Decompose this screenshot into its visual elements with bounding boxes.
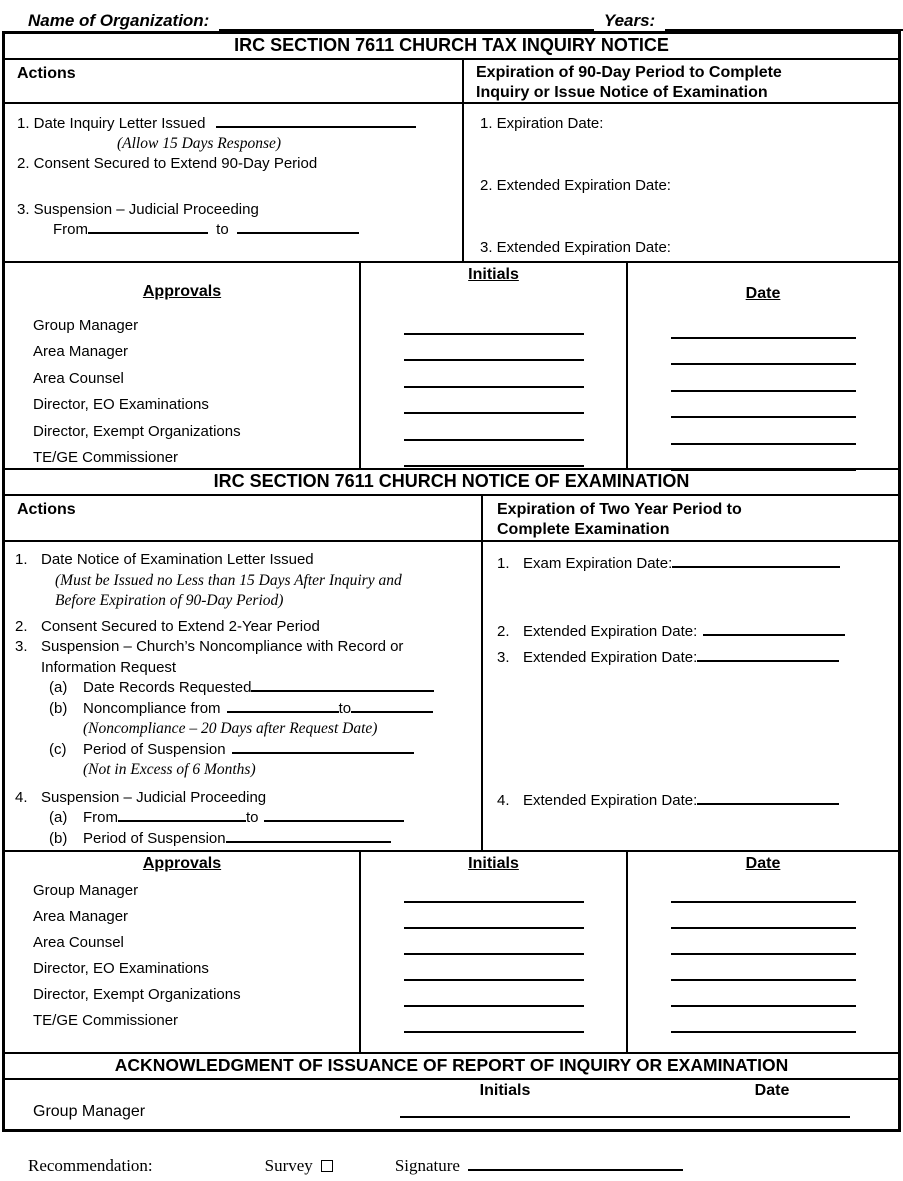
exam-expiration-field[interactable] (672, 554, 840, 568)
initials-field[interactable] (404, 1031, 584, 1033)
approvals-header: Approvals (142, 855, 222, 872)
exam-approvals-block (5, 852, 898, 1054)
exam-actions-cell (5, 542, 483, 850)
inquiry-action-1: 1. Date Inquiry Letter Issued (17, 114, 462, 134)
approval-role: Area Counsel (33, 933, 124, 951)
exam-expiration-3: 3. Extended Expiration Date: (497, 648, 898, 669)
approval-role: Area Manager (33, 343, 129, 361)
date-column (628, 852, 898, 1052)
inquiry-approvals-block (5, 263, 898, 470)
exam-action-3b: (b) Noncompliance from to (15, 699, 481, 720)
approval-role: Director, EO Examinations (33, 959, 209, 977)
approval-role: Group Manager (33, 316, 139, 334)
approval-role: TE/GE Commissioner (33, 449, 179, 467)
acknowledgment-title: ACKNOWLEDGMENT OF ISSUANCE OF REPORT OF INQUIRY OR EXAMINATION (5, 1054, 898, 1080)
approval-role: Director, EO Examinations (33, 396, 209, 414)
date-header: Date (745, 855, 781, 872)
inquiry-expiration-cell (464, 104, 898, 261)
approval-role: Area Counsel (33, 369, 124, 387)
noncompliance-to-field[interactable] (351, 699, 433, 713)
extended-expiration-field[interactable] (703, 622, 845, 636)
years-label: Years: (603, 11, 656, 30)
extended-expiration-field[interactable] (697, 791, 839, 805)
judicial-to-field[interactable] (264, 808, 404, 822)
date-column (628, 263, 898, 468)
period-of-suspension-field[interactable] (232, 740, 414, 754)
approvals-column (5, 852, 361, 1052)
initials-field[interactable] (404, 386, 584, 388)
exam-action-1: 1. Date Notice of Examination Letter Issued (15, 551, 314, 568)
initials-field[interactable] (404, 901, 584, 903)
date-field[interactable] (671, 337, 856, 339)
noncompliance-from-field[interactable] (227, 699, 339, 713)
exam-action-1-note: (Must be Issued no Less than 15 Days After Inquiry and Before Expiration of 90-Day Period) (55, 571, 402, 609)
approval-role: Area Manager (33, 907, 129, 925)
inquiry-actions-cell (5, 104, 464, 261)
org-years-row (0, 0, 903, 31)
exam-action-2: 2. Consent Secured to Extend 2-Year Period (15, 617, 320, 635)
exam-expiration-2: 2. Extended Expiration Date: (497, 622, 898, 643)
approval-role: Group Manager (33, 881, 139, 899)
inquiry-letter-date-field[interactable] (216, 114, 416, 128)
date-field[interactable] (671, 416, 856, 418)
initials-field[interactable] (404, 927, 584, 929)
initials-field[interactable] (404, 465, 584, 467)
exam-header-row (5, 496, 898, 542)
exam-actions-header: Actions (5, 496, 483, 540)
signature-label: Signature (394, 1156, 460, 1175)
exam-action-3b-note: (Noncompliance – 20 Days after Request Date) (83, 720, 378, 737)
initials-field[interactable] (404, 359, 584, 361)
exam-expiration-4: 4. Extended Expiration Date: (497, 791, 898, 812)
judicial-from-field[interactable] (118, 808, 246, 822)
approval-role: Director, Exempt Organizations (33, 422, 241, 440)
date-field[interactable] (671, 390, 856, 392)
initials-field[interactable] (404, 1005, 584, 1007)
expiration-date-2: 2. Extended Expiration Date: (480, 177, 671, 194)
exam-expiration-header: Expiration of Two Year Period to Complete Examination (497, 501, 742, 538)
survey-label: Survey (264, 1156, 313, 1175)
records-requested-field[interactable] (251, 678, 434, 692)
recommendation-row (0, 1156, 903, 1176)
org-name-label: Name of Organization: (28, 11, 210, 30)
initials-column (361, 263, 628, 468)
acknowledgment-row (5, 1080, 898, 1129)
exam-expiration-1: 1. Exam Expiration Date: (497, 554, 898, 575)
date-field[interactable] (671, 363, 856, 365)
date-header: Date (745, 285, 781, 302)
suspension-from-field[interactable] (88, 220, 208, 234)
approval-role: TE/GE Commissioner (33, 1011, 179, 1029)
exam-action-4b: (b) Period of Suspension (15, 829, 481, 850)
years-field[interactable] (665, 17, 903, 31)
form-table (2, 31, 901, 1132)
inquiry-section-title: IRC SECTION 7611 CHURCH TAX INQUIRY NOTICE (5, 34, 898, 60)
ack-date-header: Date (754, 1082, 790, 1099)
date-field[interactable] (671, 927, 856, 929)
inquiry-content-row (5, 104, 898, 263)
exam-action-3a: (a) Date Records Requested (15, 678, 481, 699)
date-field[interactable] (671, 1031, 856, 1033)
ack-initials-header: Initials (479, 1082, 531, 1099)
exam-action-4: 4. Suspension – Judicial Proceeding (15, 788, 267, 806)
inquiry-expiration-header: Expiration of 90-Day Period to Complete Inquiry or Issue Notice of Examination (476, 64, 782, 101)
exam-expiration-cell (483, 542, 898, 850)
initials-field[interactable] (404, 412, 584, 414)
initials-field[interactable] (404, 333, 584, 335)
date-field[interactable] (671, 979, 856, 981)
approval-role: Director, Exempt Organizations (33, 985, 241, 1003)
signature-field[interactable] (468, 1157, 683, 1171)
exam-action-3: 3. Suspension – Church’s Noncompliance with Record or Information Request (15, 638, 404, 676)
initials-field[interactable] (404, 439, 584, 441)
expiration-date-3: 3. Extended Expiration Date: (480, 239, 671, 256)
ack-initials-date-field[interactable] (400, 1098, 850, 1118)
inquiry-action-1-note: (Allow 15 Days Response) (117, 135, 282, 152)
date-field[interactable] (671, 469, 856, 471)
judicial-suspension-period-field[interactable] (226, 829, 391, 843)
exam-section-title: IRC SECTION 7611 CHURCH NOTICE OF EXAMINATION (5, 470, 898, 496)
date-field[interactable] (671, 901, 856, 903)
initials-field[interactable] (404, 953, 584, 955)
inquiry-actions-header: Actions (5, 60, 464, 102)
expiration-date-1: 1. Expiration Date: (480, 115, 604, 132)
inquiry-header-row (5, 60, 898, 104)
recommendation-label: Recommendation: (28, 1156, 153, 1175)
survey-checkbox[interactable] (321, 1160, 333, 1172)
inquiry-action-3-range: From to (17, 220, 462, 240)
initials-header: Initials (468, 855, 519, 872)
initials-header: Initials (468, 266, 519, 283)
initials-column (361, 852, 628, 1052)
exam-content-row (5, 542, 898, 852)
initials-field[interactable] (404, 979, 584, 981)
exam-action-3c-note: (Not in Excess of 6 Months) (83, 761, 256, 778)
approvals-header: Approvals (142, 283, 222, 300)
approvals-column (5, 263, 361, 468)
date-field[interactable] (671, 953, 856, 955)
extended-expiration-field[interactable] (697, 648, 839, 662)
inquiry-action-2: 2. Consent Secured to Extend 90-Day Period (17, 155, 318, 172)
org-name-field[interactable] (219, 17, 594, 31)
inquiry-action-3: 3. Suspension – Judicial Proceeding (17, 201, 259, 218)
exam-action-4a: (a) From to (15, 808, 481, 829)
date-field[interactable] (671, 443, 856, 445)
date-field[interactable] (671, 1005, 856, 1007)
exam-action-3c: (c) Period of Suspension (15, 740, 481, 761)
ack-group-manager-label: Group Manager (33, 1103, 146, 1120)
suspension-to-field[interactable] (237, 220, 359, 234)
